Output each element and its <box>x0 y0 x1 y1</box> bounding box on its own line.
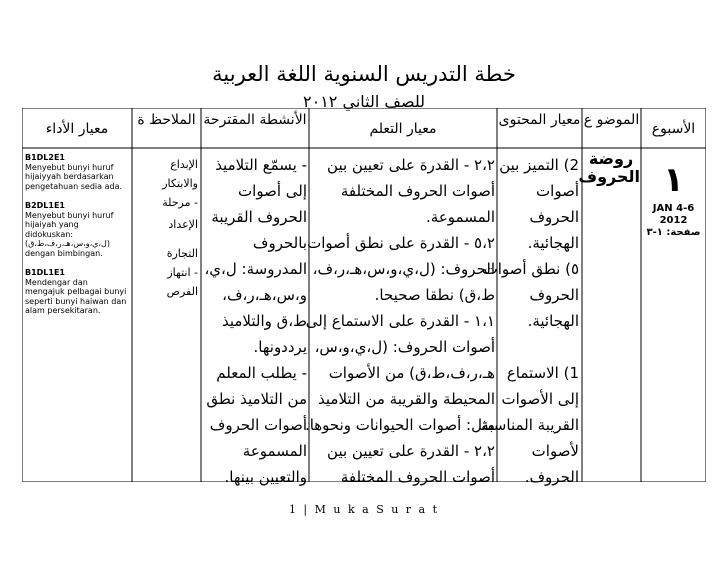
header-topic: الموضو ع <box>583 112 640 128</box>
content-line: إلى الأصوات <box>501 390 579 408</box>
learning-line: ٥،٢ - القدرة على نطق أصوات <box>307 234 495 252</box>
content-line: الهجائية. <box>527 234 579 252</box>
activity-line: و،س،هـ،ر،ف، <box>222 286 307 304</box>
performance-code: B1DL1E1 <box>25 268 65 277</box>
topic-title: روضة الحروف <box>578 149 640 186</box>
header-learning-standard: معيار التعلم <box>369 121 437 137</box>
header-content-standard: معيار المحتوى <box>498 112 581 128</box>
page-subtitle: للصف الثاني ٢٠١٢ <box>303 92 425 111</box>
learning-line: ١،١ - القدرة على الاستماع إلى <box>305 312 495 330</box>
learning-line: مثل: أصوات الحيوانات ونحوها. <box>304 416 495 434</box>
note-line: والابتكار <box>162 177 198 190</box>
activity-line: - يطلب المعلم <box>216 364 307 382</box>
week-page: صفحة: ١-٣ <box>646 227 701 238</box>
header-performance-standard: معيار الأداء <box>45 121 109 137</box>
performance-cell <box>25 153 129 316</box>
activity-line: بالحروف <box>252 234 307 252</box>
activity-line: من التلاميذ نطق <box>206 390 307 408</box>
activity-line: يرددونها. <box>253 338 307 356</box>
content-line: 1) الاستماع <box>506 364 579 382</box>
page-footer: 1 | M u k a S u r a t <box>288 503 440 516</box>
activities-cell <box>201 152 307 490</box>
learning-line: المسموعة. <box>426 208 495 226</box>
content-line: الحروف <box>529 208 579 226</box>
page-title: خطة التدريس السنوية اللغة العربية <box>212 62 516 86</box>
week-number: ١ <box>663 160 684 200</box>
note-line: - انتهاز <box>167 266 198 279</box>
learning-line: هـ،ر،ف،ط،ق) من الأصوات <box>328 364 495 382</box>
content-line: لأصوات <box>531 442 579 460</box>
note-line: الإعداد <box>168 218 198 231</box>
activity-line: المسموعة <box>242 442 307 460</box>
content-line: أصوات <box>536 182 579 200</box>
activity-line: المدروسة: ل،ي، <box>204 260 307 278</box>
learning-line: أصوات الحروف المختلفة <box>340 468 495 486</box>
note-line: الإبداع <box>170 158 198 171</box>
activity-line: ط،ق والتلاميذ <box>221 312 307 330</box>
performance-code: B1DL2E1 <box>25 153 65 162</box>
content-line: الحروف. <box>524 468 579 486</box>
performance-code: B2DL1E1 <box>25 201 65 210</box>
content-line: ٥) نطق أصوات <box>483 260 579 278</box>
learning-standard-cell <box>304 152 495 490</box>
content-line: 2) التميز بين <box>499 156 579 174</box>
learning-line: أصوات الحروف المختلفة <box>340 182 495 200</box>
week-dates: JAN 4-6 <box>652 203 695 214</box>
activity-line: أصوات الحروف <box>209 416 307 434</box>
content-line: الحروف <box>529 286 579 304</box>
learning-line: ٢،٢ - القدرة على تعيين بين <box>327 442 495 460</box>
performance-desc: Menyebut bunyi huruf hijaiyyah berdasarkan pengetahuan sedia ada. <box>25 162 123 191</box>
note-line: التجارة <box>166 247 198 260</box>
activity-line: إلى أصوات <box>238 182 307 200</box>
activity-line: الحروف القريبة <box>211 208 307 226</box>
activity-line: والتعيين بينها. <box>224 468 307 486</box>
content-line: القريبة المناسبة <box>481 416 579 434</box>
week-year: 2012 <box>659 215 688 226</box>
content-line: الهجائية. <box>527 312 579 330</box>
note-line: الفرص <box>166 285 198 298</box>
learning-line: أصوات الحروف: (ل،ي،و،س، <box>314 338 495 356</box>
learning-line: ٢،٢ - القدرة على تعيين بين <box>327 156 495 174</box>
header-activities: الأنشطة المقترحة <box>203 112 307 128</box>
content-standard-cell <box>481 152 579 490</box>
learning-line: الحروف: (ل،ي،و،س،هـ،ر،ف، <box>312 260 495 278</box>
header-week: الأسبوع <box>651 121 696 137</box>
header-notes: الملاحظ ة <box>137 112 196 128</box>
performance-desc: Mendengar dan mengajuk pelbagai bunyi seperti bunyi haiwan dan alam persekitaran. <box>25 277 127 315</box>
performance-desc: Menyebut bunyi huruf hijaiyah yang didokuskan: (ل،ي،و،س،هـ،ر،ف،ط،ق) dengan bimbingan. <box>25 210 114 258</box>
learning-line: ط،ق) نطقا صحيحا. <box>374 286 495 304</box>
learning-line: المحيطة والقريبة من التلاميذ <box>318 390 495 408</box>
notes-cell <box>134 155 198 301</box>
note-line: - مرحلة <box>162 196 198 209</box>
activity-line: - يسمّع التلاميذ <box>215 156 307 174</box>
content-line <box>497 334 579 360</box>
